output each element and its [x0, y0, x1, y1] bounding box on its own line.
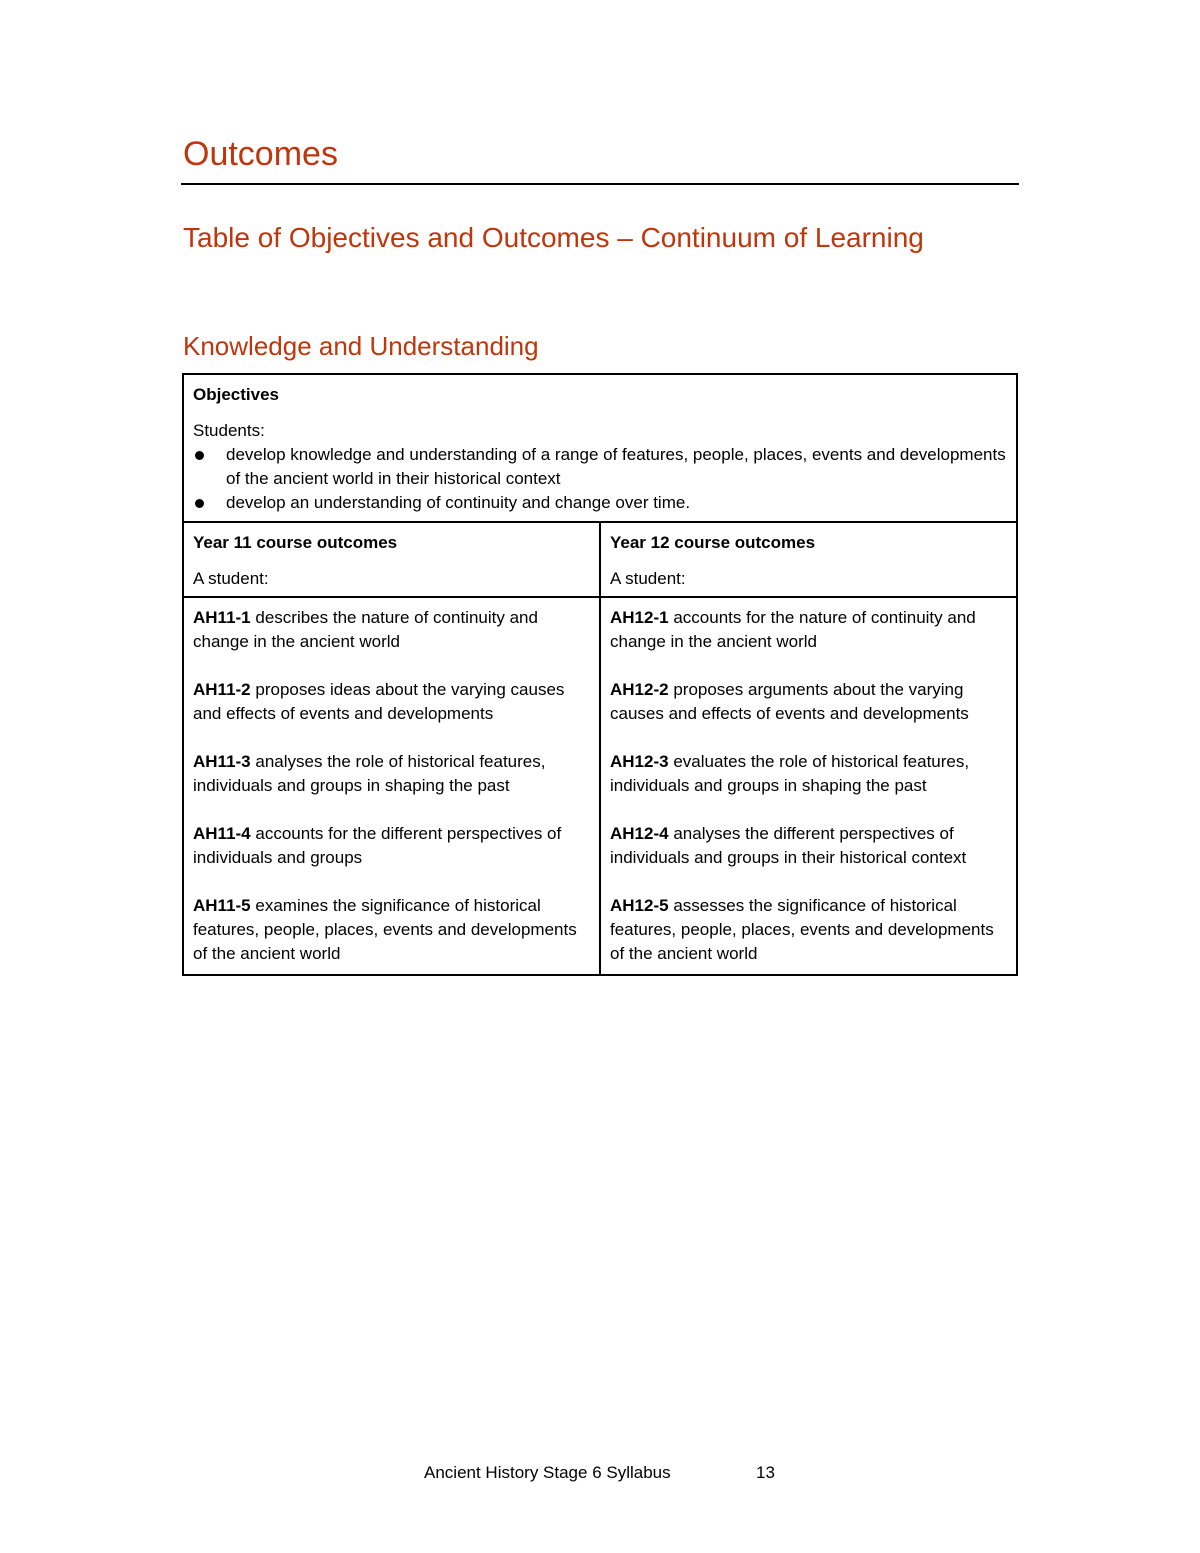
- outcome-text: analyses the different perspectives of individuals and groups in their historical context: [610, 824, 967, 867]
- outcome-item: [193, 750, 590, 798]
- outcome-item: [193, 678, 590, 726]
- objectives-list: [193, 443, 1007, 515]
- year11-heading: Year 11 course outcomes: [193, 533, 398, 552]
- outcome-item: [193, 894, 590, 966]
- year12-header-cell: [600, 522, 1017, 597]
- outcome-text: examines the significance of historical features, people, places, events and developments of the ancient world: [193, 896, 577, 963]
- outcome-code: AH11-3: [193, 752, 251, 771]
- outcome-code: AH12-3: [610, 752, 669, 771]
- outcome-text: analyses the role of historical features, individuals and groups in shaping the past: [193, 752, 546, 795]
- year11-intro: A student:: [193, 569, 269, 588]
- objectives-row: [183, 374, 1017, 522]
- outcome-code: AH12-4: [610, 824, 669, 843]
- objective-text: develop knowledge and understanding of a range of features, people, places, events and developments of the ancient world in their historical context: [226, 445, 1006, 488]
- outcome-item: [610, 894, 1007, 966]
- section-title: Knowledge and Understanding: [183, 331, 539, 361]
- footer-document-title: Ancient History Stage 6 Syllabus: [424, 1463, 671, 1482]
- outcome-text: assesses the significance of historical features, people, places, events and developments of the ancient world: [610, 896, 994, 963]
- outcome-item: [610, 678, 1007, 726]
- bullet-icon: [195, 499, 204, 508]
- outcome-code: AH11-2: [193, 680, 251, 699]
- outcome-item: [610, 822, 1007, 870]
- objectives-cell: [183, 374, 1017, 522]
- table-title: Table of Objectives and Outcomes – Continuum of Learning: [183, 222, 924, 253]
- year11-outcomes-cell: [183, 597, 600, 975]
- outcome-code: AH11-5: [193, 896, 251, 915]
- outcome-code: AH12-5: [610, 896, 669, 915]
- page-number: 13: [756, 1463, 775, 1482]
- objectives-intro: Students:: [193, 421, 265, 440]
- outcomes-row: [183, 597, 1017, 975]
- year12-outcomes-cell: [600, 597, 1017, 975]
- objective-text: develop an understanding of continuity and change over time.: [226, 493, 691, 512]
- year12-intro: A student:: [610, 569, 686, 588]
- outcome-code: AH11-4: [193, 824, 251, 843]
- page-heading: Outcomes: [183, 135, 338, 173]
- objective-item: [193, 491, 1007, 515]
- outcome-text: evaluates the role of historical features, individuals and groups in shaping the past: [610, 752, 970, 795]
- outcome-code: AH11-1: [193, 608, 251, 627]
- objectives-outcomes-table: [182, 373, 1018, 976]
- outcome-text: proposes arguments about the varying causes and effects of events and developments: [610, 680, 969, 723]
- outcome-text: proposes ideas about the varying causes and effects of events and developments: [193, 680, 565, 723]
- outcome-code: AH12-1: [610, 608, 669, 627]
- outcome-text: describes the nature of continuity and change in the ancient world: [193, 608, 538, 651]
- bullet-icon: [195, 451, 204, 460]
- outcome-item: [193, 606, 590, 654]
- outcome-item: [610, 606, 1007, 654]
- outcome-item: [193, 822, 590, 870]
- year11-header-cell: [183, 522, 600, 597]
- outcome-item: [610, 750, 1007, 798]
- outcome-text: accounts for the nature of continuity and change in the ancient world: [610, 608, 976, 651]
- outcome-text: accounts for the different perspectives of individuals and groups: [193, 824, 562, 867]
- heading-divider: [181, 183, 1019, 185]
- outcomes-header-row: [183, 522, 1017, 597]
- objective-item: [193, 443, 1007, 491]
- year12-heading: Year 12 course outcomes: [610, 533, 816, 552]
- objectives-heading: Objectives: [193, 385, 279, 404]
- outcome-code: AH12-2: [610, 680, 669, 699]
